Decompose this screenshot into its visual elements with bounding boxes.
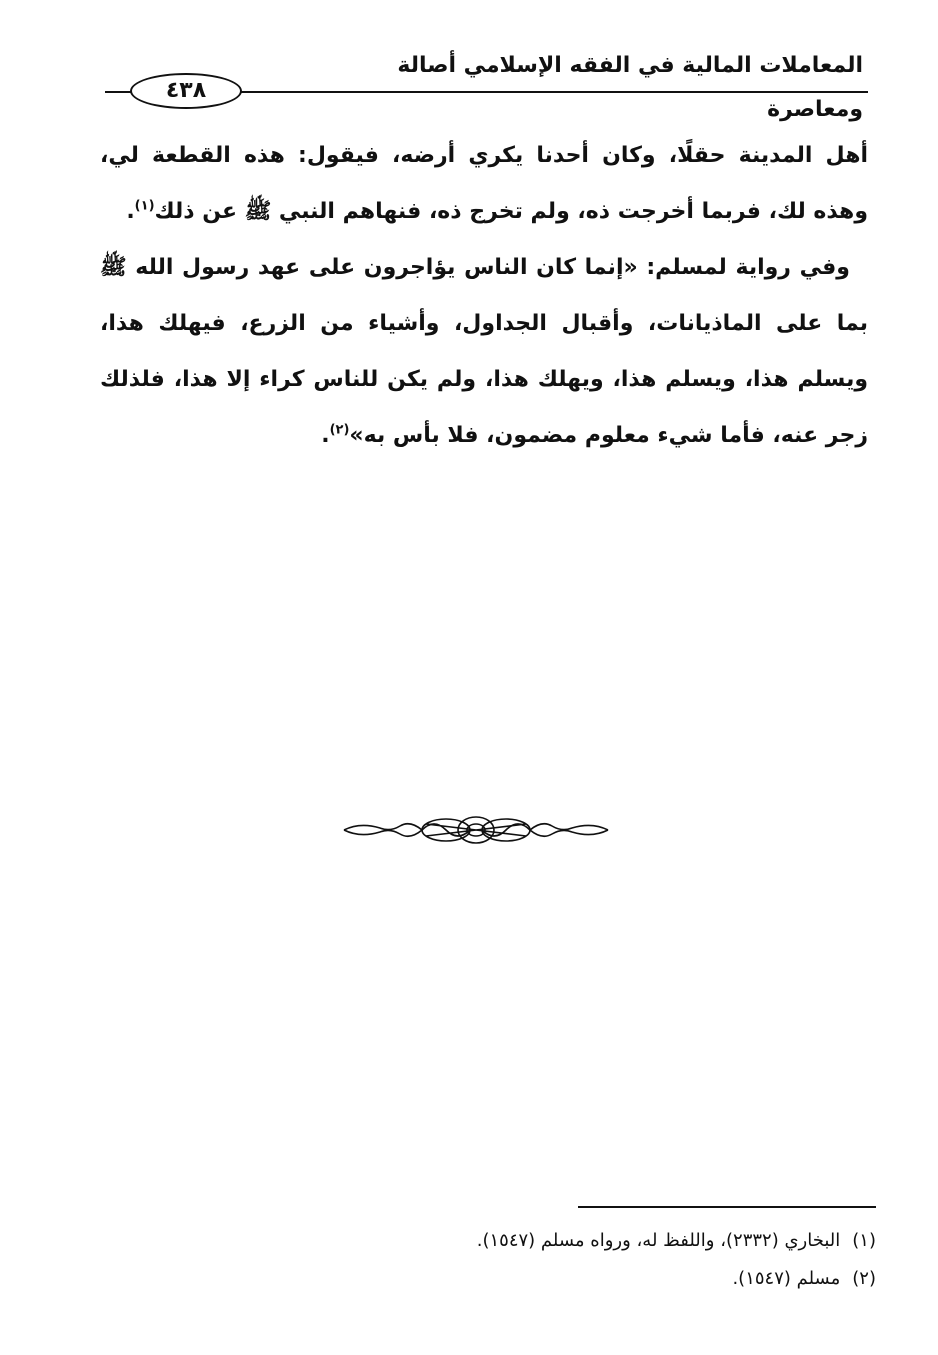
paragraph-2-end: .	[321, 423, 330, 448]
footnote-1-number: (١)	[852, 1230, 876, 1251]
paragraph-1-text: أهل المدينة حقلًا، وكان أحدنا يكري أرضه، فيقول: هذه القطعة لي، وهذه لك، فربما أخرجت ذه، ولم تخرج ذه، فنهاهم النبي ﷺ عن ذلك	[100, 143, 868, 224]
decorative-ornament-icon	[340, 810, 612, 850]
footnote-ref-1[interactable]: (١)	[134, 198, 155, 214]
footnote-2-text: مسلم (١٥٤٧).	[732, 1268, 841, 1289]
footnote-2-number: (٢)	[852, 1268, 876, 1289]
footnote-separator	[578, 1206, 876, 1208]
footnote-ref-2[interactable]: (٢)	[329, 422, 350, 438]
paragraph-1-end: .	[126, 199, 135, 224]
main-text	[100, 128, 868, 464]
footnotes	[316, 1222, 876, 1298]
footnote-1	[316, 1222, 876, 1260]
page-number-badge: ٤٣٨	[130, 73, 242, 109]
footnote-1-text: البخاري (٢٣٣٢)، واللفظ له، ورواه مسلم (١٥٤٧).	[476, 1230, 841, 1251]
paragraph-1	[100, 128, 868, 240]
running-header-title: المعاملات المالية في الفقه الإسلامي أصالة ومعاصرة	[397, 53, 863, 122]
paragraph-2-text: وفي رواية لمسلم: «إنما كان الناس يؤاجرون على عهد رسول الله ﷺ بما على الماذيانات، وأقبال الجداول، وأشياء من الزرع، فيهلك هذا، ويسلم هذا، ويسلم هذا، ويهلك هذا، ولم يكن للناس كراء إلا هذا، فلذلك زجر عنه، فأما شيء معلوم مضمون، فلا بأس به»	[100, 255, 868, 448]
paragraph-2	[100, 240, 868, 464]
footnote-2	[316, 1260, 876, 1298]
